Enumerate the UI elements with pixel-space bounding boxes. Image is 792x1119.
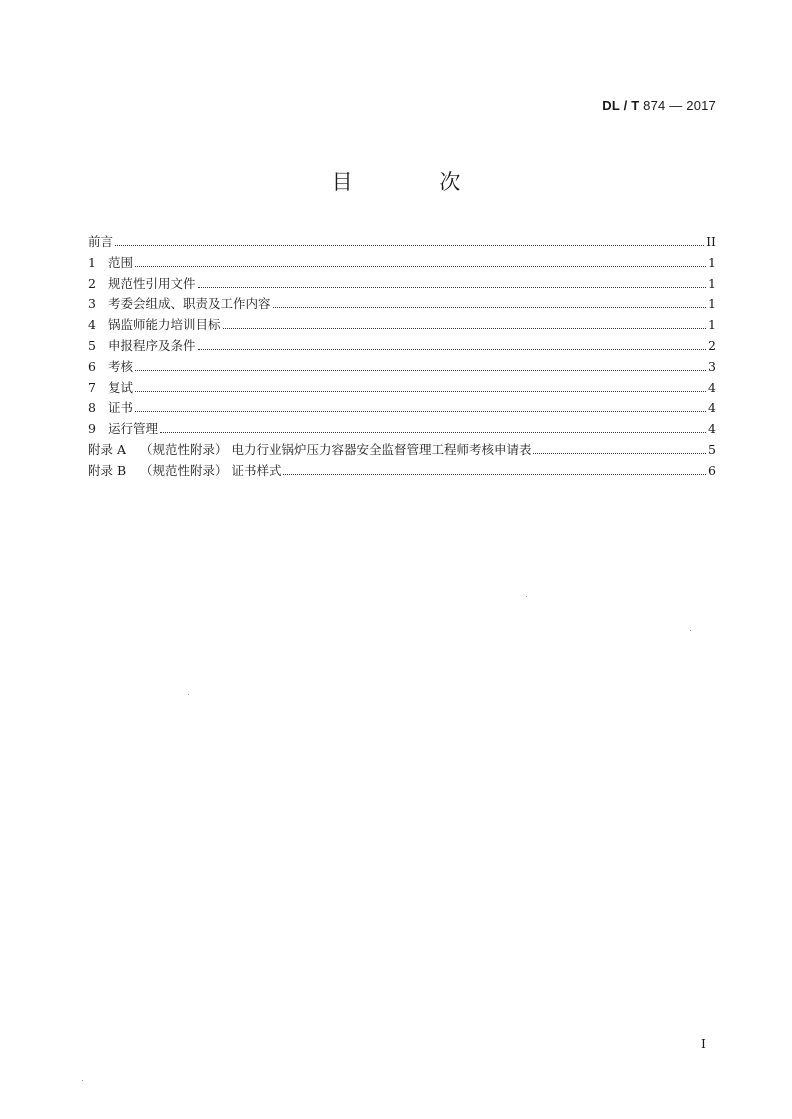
page-number: I [701, 1036, 706, 1051]
toc-entry-label: 锅监师能力培训目标 [108, 317, 221, 333]
toc-entry-8[interactable] [88, 398, 716, 419]
toc-dot-leader [160, 432, 706, 433]
toc-dot-leader [223, 328, 707, 329]
toc-dot-leader [135, 370, 706, 371]
toc-dot-leader [198, 287, 707, 288]
toc-entry-page: 1 [708, 296, 716, 312]
toc-entry-page: 1 [708, 275, 716, 291]
toc-entry-label: 考委会组成、职责及工作内容 [108, 296, 271, 312]
scan-speck [690, 630, 691, 631]
toc-entry-1[interactable] [88, 253, 716, 274]
toc-dot-leader [533, 453, 706, 454]
document-code-prefix: DL / T [602, 98, 640, 113]
document-code [602, 98, 716, 113]
toc-entry-label: 证书 [108, 400, 134, 416]
toc-entry-number: 附录 A [88, 441, 127, 457]
toc-entry-number: 4 [88, 317, 96, 333]
toc-entry-page: 4 [708, 400, 716, 416]
toc-entry-number: 8 [88, 400, 96, 416]
scan-speck [526, 596, 527, 597]
scan-speck [188, 694, 189, 695]
toc-entry-9[interactable] [88, 419, 716, 440]
toc-entry-number: 5 [88, 337, 96, 353]
toc-dot-leader [283, 474, 706, 475]
toc-entry-number: 附录 B [88, 462, 127, 478]
toc-entry-number: 9 [88, 421, 96, 437]
toc-dot-leader [273, 307, 707, 308]
toc-entry-label: （规范性附录） 证书样式 [140, 462, 282, 478]
toc-entry-label: 规范性引用文件 [108, 275, 196, 291]
toc-dot-leader [198, 349, 707, 350]
toc-entry-6[interactable] [88, 357, 716, 378]
toc-entry-label: （规范性附录） 电力行业锅炉压力容器安全监督管理工程师考核申请表 [140, 441, 532, 457]
toc-entry-number: 2 [88, 275, 96, 291]
toc-entry-label: 运行管理 [108, 421, 159, 437]
toc-entry-label: 复试 [108, 379, 134, 395]
toc-entry-3[interactable] [88, 294, 716, 315]
toc-entry-appendix-b[interactable] [88, 461, 716, 482]
toc-entry-page: 4 [708, 421, 716, 437]
toc-entry-number: 7 [88, 379, 96, 395]
toc-entry-2[interactable] [88, 274, 716, 295]
scan-speck [82, 1080, 83, 1081]
toc-entry-label: 前言 [88, 234, 114, 249]
toc-entry-number: 3 [88, 296, 96, 312]
toc-entry-label: 考核 [108, 358, 134, 374]
toc-entry-page: 6 [708, 462, 716, 478]
toc-entry-page: 1 [708, 317, 716, 333]
toc-entry-page: 2 [708, 337, 716, 353]
document-code-number: 874 — 2017 [643, 98, 716, 113]
toc-entry-label: 范围 [108, 254, 134, 270]
toc-dot-leader [135, 411, 706, 412]
toc-entry-label: 申报程序及条件 [108, 337, 196, 353]
toc-entry-5[interactable] [88, 336, 716, 357]
toc-dot-leader [115, 245, 704, 246]
toc-entry-number: 6 [88, 358, 96, 374]
toc-dot-leader [135, 266, 706, 267]
toc-title: 目 次 [331, 170, 501, 194]
toc-entry-page: 1 [708, 254, 716, 270]
toc-entry-appendix-a[interactable] [88, 440, 716, 461]
toc-entry-7[interactable] [88, 378, 716, 399]
toc-entry-page: 4 [708, 379, 716, 395]
table-of-contents [88, 232, 716, 482]
toc-entry-page: 3 [708, 358, 716, 374]
toc-entry-foreword[interactable] [88, 232, 716, 253]
toc-entry-number: 1 [88, 254, 96, 270]
toc-entry-4[interactable] [88, 315, 716, 336]
toc-dot-leader [135, 391, 706, 392]
toc-entry-page: 5 [708, 441, 716, 457]
toc-entry-page: II [706, 234, 716, 249]
